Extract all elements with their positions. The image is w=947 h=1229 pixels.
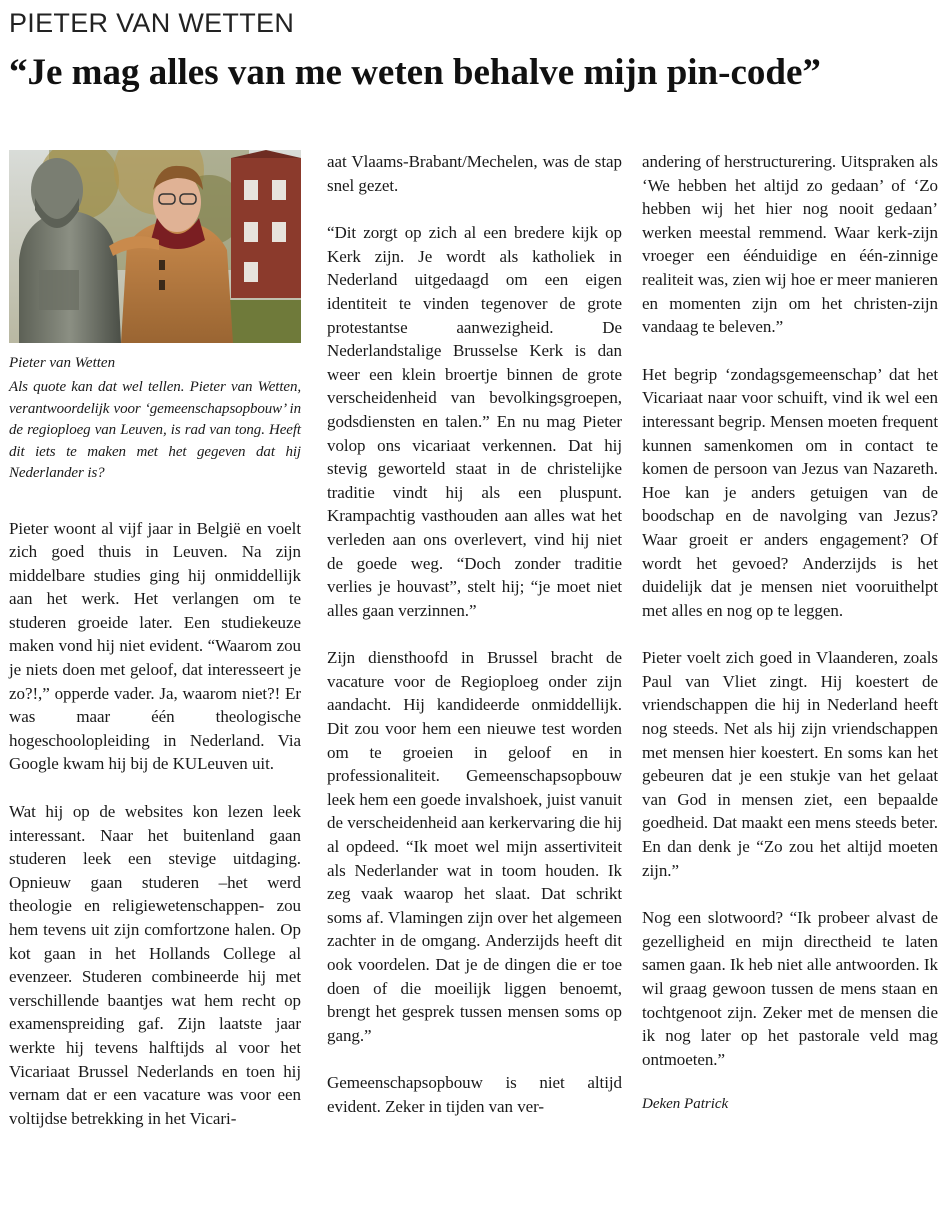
column-2-paragraph-1: aat Vlaams-Brabant/Mechelen, was de stap snel gezet. [327, 152, 622, 195]
article-headline: “Je mag alles van me weten behalve mijn pin-code” [9, 52, 821, 93]
column-3-paragraph-4: Nog een slotwoord? “Ik probeer alvast de gezelligheid en mijn directheid te laten samen gaan. Ik heb niet alle antwoorden. Ik wil graag gewoon tussen de mens staan en tochtgenoot zijn. Zeker met de mensen die ik nog later op het pastorale veld mag ontmoeten.” [642, 908, 938, 1069]
column-3-paragraph-1: andering of herstructurering. Uitspraken als ‘We hebben het altijd zo gedaan’ of ‘Zo hebben wij het hier nog nooit gedaan’ werken meestal remmend. Waar kerk-zijn vroeger een éénduidige en één-zinnige realiteit was, zien wij hoe er meer manieren en momenten zijn om het christen-zijn vandaag te beleven.” [642, 152, 938, 337]
author-kicker: PIETER VAN WETTEN [9, 8, 295, 38]
column-2-paragraph-2: “Dit zorgt op zich al een bredere kijk op Kerk zijn. Je wordt als katholiek in Nederland uitgedaagd om een eigen identiteit te vinden tegenover de grote protestantse aanwezigheid. De Nederlandstalige Brusselse Kerk is dan weer een klein broertje binnen de grote verscheidenheid van bevolkingsgroepen, godsdiensten en talen.” En nu mag Pieter volop ons vicariaat verkennen. Dat hij stevig geworteld staat in de christelijke traditie vindt hij als een pluspunt. Krampachtig vasthouden aan alles wat het verleden aan ons overlevert, vind hij niet de goede weg. “Doch zonder traditie verlies je houvast”, stelt hij; “je moet niet alles gaan verzinnen.” [327, 223, 622, 620]
photo-illustration [9, 150, 301, 343]
photo-caption-name: Pieter van Wetten [9, 355, 116, 371]
column-3 [642, 150, 938, 1115]
column-2-paragraph-3: Zijn diensthoofd in Brussel bracht de vacature voor de Regioploeg onder zijn aandacht. Hij kandideerde onmiddellijk. Dit zou voor hem een nieuwe test worden om te groeien in geloof en in professionaliteit. Gemeenschapsopbouw leek hem een goede invalshoek, juist vanuit de verscheidenheid aan kerkervaring die hij al opdeed. “Ik moet wel mijn assertiviteit als Nederlander wat in toom houden. Ik zeg vaak waarop het slaat. Dat schrikt soms af. Vlamingen zijn over het algemeen zachter in de omgang. Anderzijds heeft dit ook voordelen. Dat je de dingen die er toe doen of die moeilijk liggen benoemt, brengt het gesprek tussen mensen soms op gang.” [327, 648, 622, 1045]
portrait-photo [9, 150, 301, 343]
signature: Deken Patrick [642, 1096, 729, 1113]
column-2-paragraph-4: Gemeenschapsopbouw is niet altijd evident. Zeker in tijden van ver- [327, 1073, 622, 1116]
intro-paragraph: Als quote kan dat wel tellen. Pieter van Wetten, verantwoordelijk voor ‘gemeenschapsopbouw’ in de regioploeg van Leuven, is rad van tong. Heeft dit iets te maken met het gegeven dat hij Nederlander is? [9, 379, 301, 481]
column-3-paragraph-3: Pieter voelt zich goed in Vlaanderen, zoals Paul van Vliet zingt. Hij koestert de vriendschappen die hij in Nederland heeft nog steeds. Net als hij zijn vriendschappen met mensen hier koestert. En soms kan het gebeuren dat je een stukje van het gelaat van God in mensen ziet, een bepaalde goedheid. Dat maakt een mens steeds beter. En dan denk je “Zo zou het altijd moeten zijn.” [642, 648, 938, 880]
column-2 [327, 150, 622, 1119]
column-1-paragraph-2: Wat hij op de websites kon lezen leek interessant. Naar het buitenland gaan studeren leek een stevige uitdaging. Opnieuw gaan studeren –het werd theologie en religiewetenschappen- zou hem tevens uit zijn comfortzone halen. Op kot gaan in het Hollands College al evenzeer. Studeren combineerde hij met verschillende baantjes wat hem recht op examenspreiding gaf. Zijn laatste jaar werkte hij tevens halftijds al voor het Vicariaat Brussel Nederlands en toen hij vernam dat er een vacature was voor een voltijdse betrekking in het Vicari- [9, 802, 301, 1128]
column-1 [9, 150, 301, 1130]
column-1-paragraph-1: Pieter woont al vijf jaar in België en voelt zich goed thuis in Leuven. Na zijn middelbare studies ging hij onmiddellijk aan het werk. Het verlangen om te studeren groeide later. Een studiekeuze maken vond hij niet evident. “Waarom zou je niets doen met geloof, dat interesseert je zo?!,” opperde vader. Ja, waarom niet?! Er was maar één theologische hogeschoolopleiding in Nederland. Via Google kwam hij bij de KULeuven uit. [9, 518, 301, 774]
column-3-paragraph-2: Het begrip ‘zondagsgemeenschap’ dat het Vicariaat naar voor schuift, vind ik wel een interessant begrip. Mensen moeten frequent kunnen samenkomen om in contact te komen de persoon van Jezus van Nazareth. Hoe kan je anders getuigen van de boodschap en de navolging van Jezus? Waar groeit er anders engagement? Of wordt het gevoed? Anderzijds is het duidelijk dat je mensen niet vooruithelpt met alles en nog op te leggen. [642, 364, 938, 620]
